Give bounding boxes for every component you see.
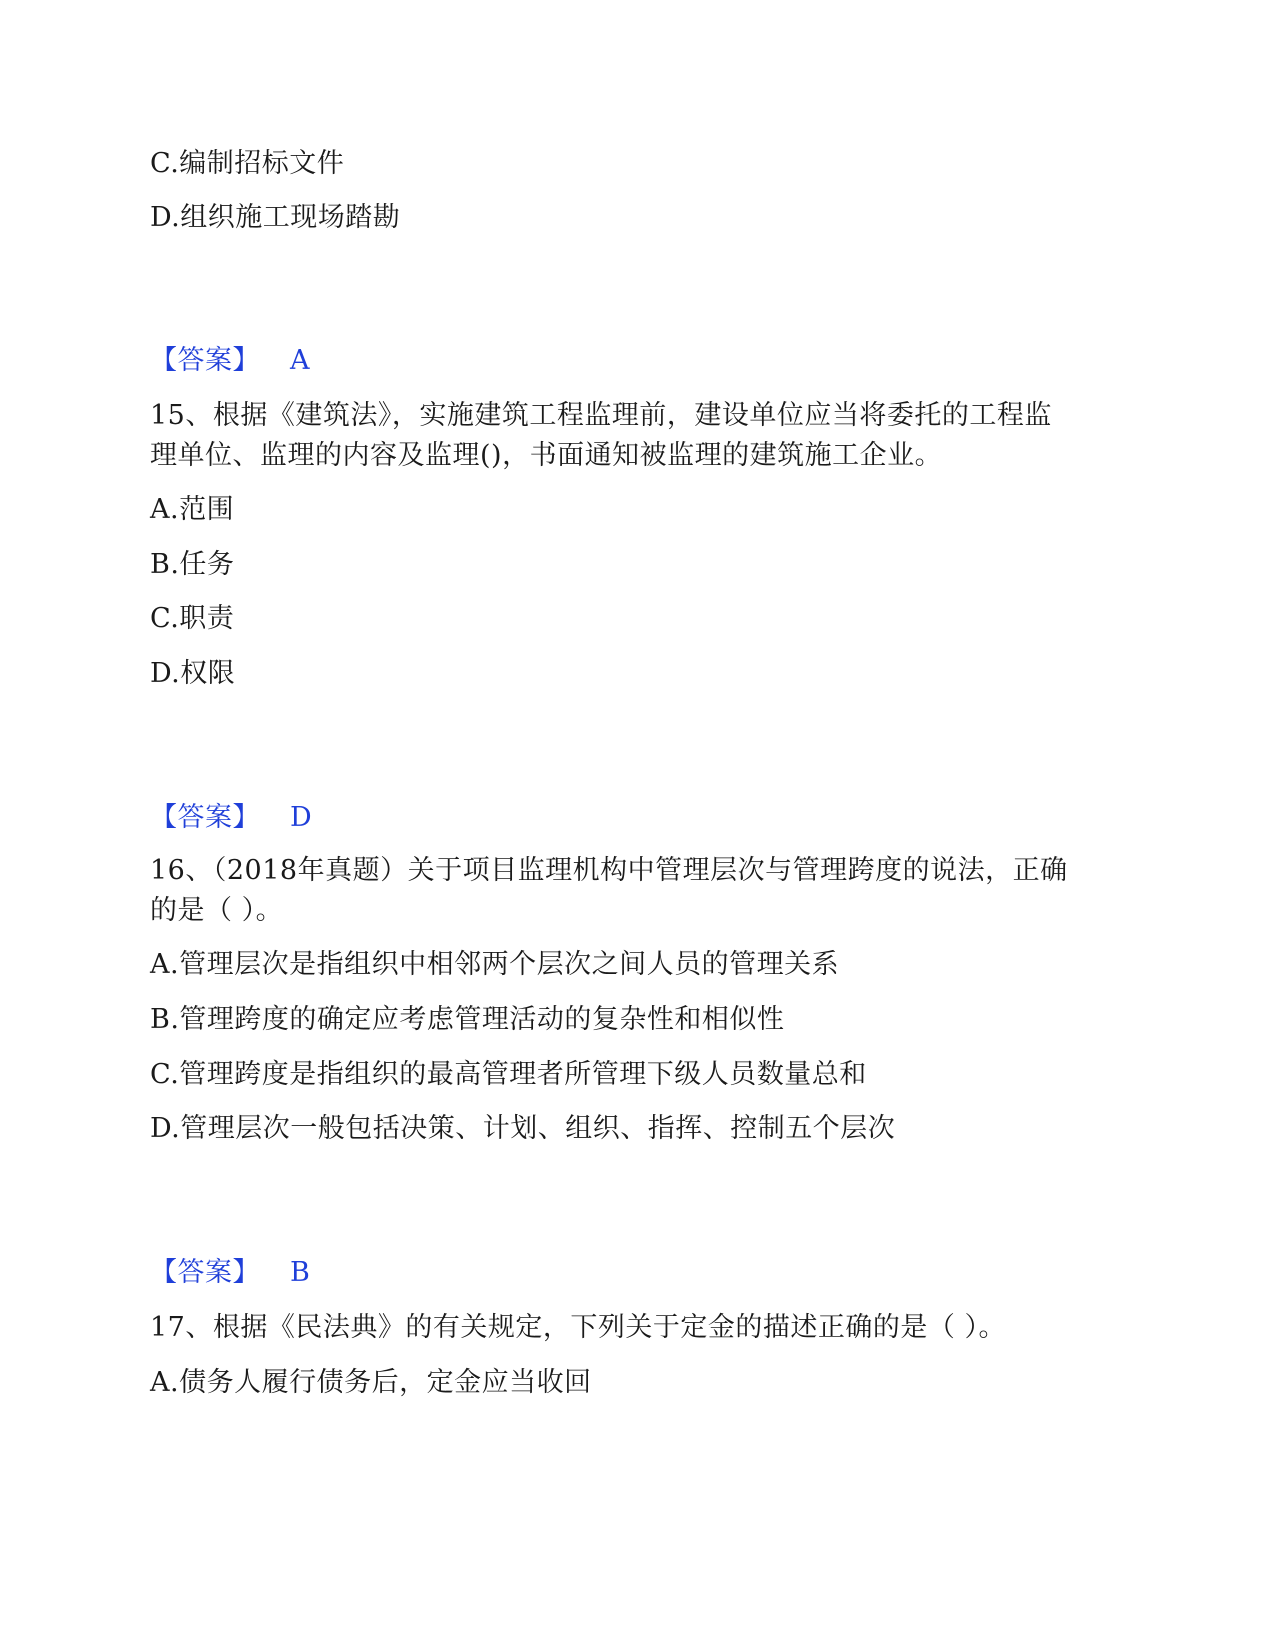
answer-label: 【答案】: [150, 1257, 260, 1288]
answer-value: B: [290, 1257, 311, 1288]
question-16-option-b: B.管理跨度的确定应考虑管理活动的复杂性和相似性: [150, 1004, 785, 1035]
prev-option-c: C.编制招标文件: [150, 148, 345, 179]
question-16-option-a: A.管理层次是指组织中相邻两个层次之间人员的管理关系: [150, 949, 840, 980]
answer-value: A: [290, 345, 310, 376]
question-15-option-a: A.范围: [150, 494, 235, 525]
question-15-option-b: B.任务: [150, 549, 235, 580]
answer-label: 【答案】: [150, 345, 260, 376]
answer-15: [150, 800, 312, 836]
answer-label: 【答案】: [150, 802, 260, 833]
answer-14: [150, 343, 310, 379]
question-15-line-1: 15、根据《建筑法》，实施建筑工程监理前，建设单位应当将委托的工程监: [150, 400, 1052, 431]
answer-16: [150, 1255, 310, 1291]
question-16-option-c: C.管理跨度是指组织的最高管理者所管理下级人员数量总和: [150, 1059, 867, 1090]
question-17-line-1: 17、根据《民法典》的有关规定，下列关于定金的描述正确的是（ ）。: [150, 1312, 1006, 1343]
question-16-line-1: 16、（2018年真题）关于项目监理机构中管理层次与管理跨度的说法，正确: [150, 855, 1068, 886]
question-16-line-2: 的是（ ）。: [150, 895, 284, 926]
prev-option-d: D.组织施工现场踏勘: [150, 202, 401, 233]
question-15-option-d: D.权限: [150, 658, 236, 689]
answer-value: D: [290, 802, 313, 833]
question-17-option-a: A.债务人履行债务后，定金应当收回: [150, 1367, 592, 1398]
question-15-option-c: C.职责: [150, 603, 235, 634]
question-16-option-d: D.管理层次一般包括决策、计划、组织、指挥、控制五个层次: [150, 1113, 896, 1144]
question-15-line-2: 理单位、监理的内容及监理()，书面通知被监理的建筑施工企业。: [150, 440, 943, 471]
